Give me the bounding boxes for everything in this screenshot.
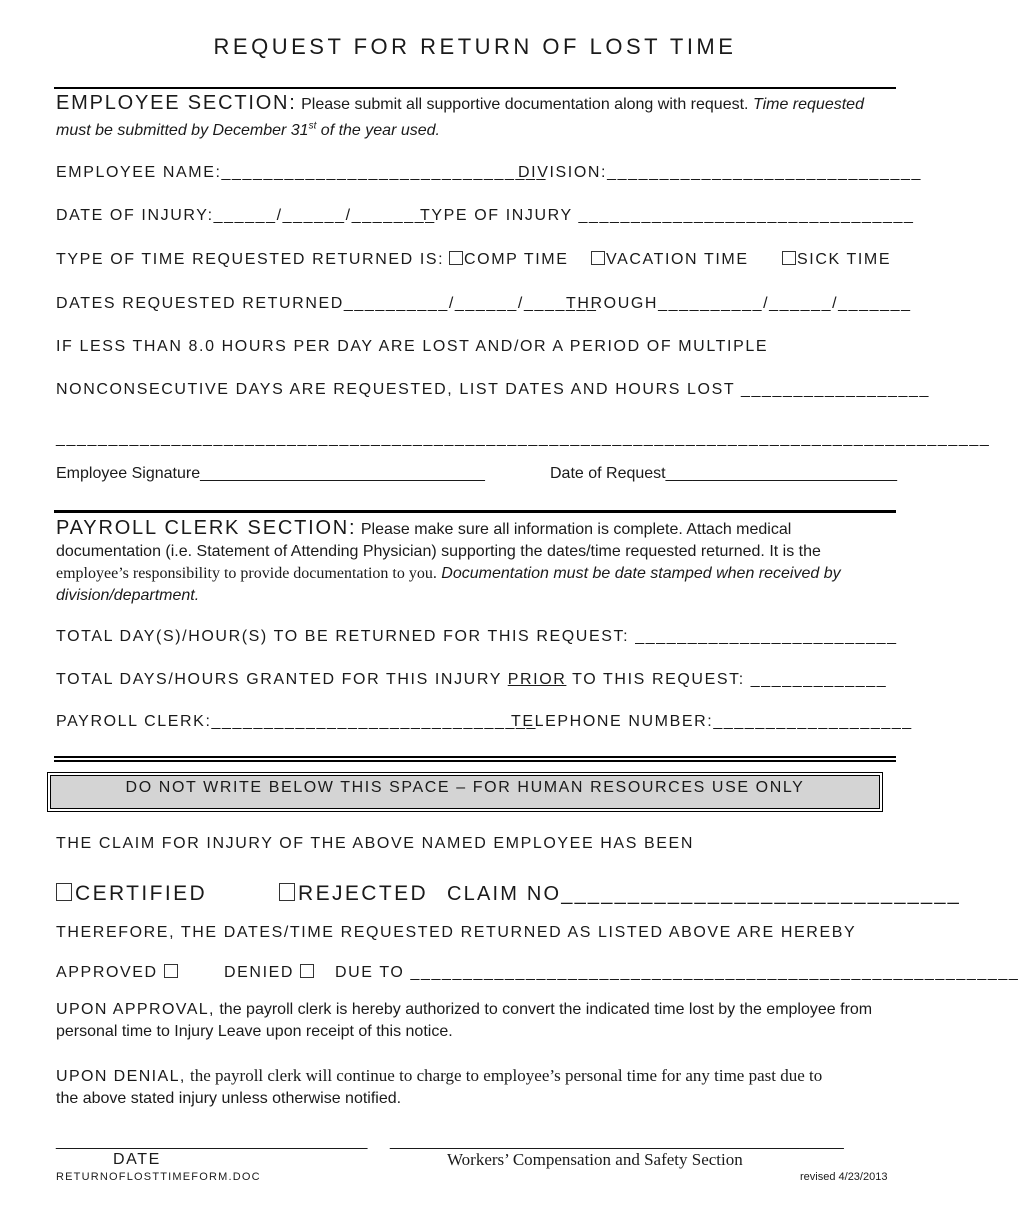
section-double-divider [54, 756, 896, 758]
vacation-time-label: VACATION TIME [606, 251, 749, 268]
wc-signature-line[interactable]: ___________________________________________________ [390, 1133, 844, 1150]
date-of-injury-field[interactable]: DATE OF INJURY:______/______/________ [56, 207, 436, 224]
rejected-option[interactable] [279, 882, 428, 906]
approved-option[interactable] [56, 964, 179, 982]
hr-use-only-banner [47, 772, 883, 812]
rejected-label: REJECTED [298, 882, 429, 905]
due-to-field[interactable]: DUE TO __________________________________________________________ [335, 964, 1019, 981]
prior-emphasis: PRIOR [507, 671, 567, 688]
time-type-label: TYPE OF TIME REQUESTED RETURNED IS: [56, 251, 445, 268]
therefore-text: THEREFORE, THE DATES/TIME REQUESTED RETURNED AS LISTED ABOVE ARE HEREBY [56, 924, 857, 941]
denial-text-2: the above stated injury unless otherwise notified. [56, 1090, 402, 1107]
multiple-days-text: IF LESS THAN 8.0 HOURS PER DAY ARE LOST AND/OR A PERIOD OF MULTIPLE [56, 338, 769, 355]
claim-number-field[interactable]: CLAIM NO______________________________ [447, 883, 961, 905]
type-of-injury-field[interactable]: TYPE OF INJURY ________________________________ [420, 207, 915, 224]
hr-date-signature-line[interactable]: ___________________________________ [56, 1133, 368, 1150]
total-granted-post: TO THIS REQUEST: _____________ [572, 671, 888, 688]
denial-lead: UPON DENIAL, [56, 1068, 186, 1085]
payroll-date-stamp-note: Documentation must be date stamped when received by division/department. [56, 565, 841, 604]
denied-option[interactable] [224, 964, 315, 982]
certified-label: CERTIFIED [75, 882, 208, 905]
payroll-instruction: Please make sure all information is complete. Attach medical documentation (i.e. Statement of Attending Physician) supporting the dates/time requested returned. It is the [56, 521, 821, 560]
deadline-post: of the year used. [316, 122, 440, 140]
dates-hours-lost-line[interactable]: _________________________________________________________________________________________ [56, 430, 991, 447]
dates-requested-field[interactable]: DATES REQUESTED RETURNED__________/______/_______ [56, 295, 598, 312]
payroll-section-intro [56, 517, 896, 607]
denied-checkbox[interactable] [300, 964, 314, 978]
employee-instruction: Please submit all supportive documentation along with request. [301, 96, 749, 113]
division-field[interactable]: DIVISION:______________________________ [518, 164, 923, 181]
approval-text: the payroll clerk is hereby authorized to convert the indicated time lost by the employee from personal time to Injury Leave upon receipt of this notice. [56, 1001, 873, 1040]
payroll-clerk-field[interactable]: PAYROLL CLERK:_______________________________ [56, 713, 537, 730]
employee-section-intro [56, 92, 896, 142]
approved-label: APPROVED [56, 964, 158, 981]
denial-text: the payroll clerk will continue to charge to employee’s personal time for any time past due to [185, 1066, 823, 1085]
wc-label: Workers’ Compensation and Safety Section [447, 1150, 743, 1169]
page-title: REQUEST FOR RETURN OF LOST TIME [213, 34, 737, 59]
deadline-sup: st [308, 121, 317, 132]
hr-banner-text: DO NOT WRITE BELOW THIS SPACE – FOR HUMAN RESOURCES USE ONLY [50, 775, 880, 809]
sick-time-label: SICK TIME [797, 251, 892, 268]
approved-checkbox[interactable] [164, 964, 178, 978]
section-double-divider [54, 760, 896, 762]
certified-checkbox[interactable] [56, 883, 72, 901]
total-returned-field[interactable]: TOTAL DAY(S)/HOUR(S) TO BE RETURNED FOR THIS REQUEST: _________________________ [56, 628, 898, 645]
denied-label: DENIED [224, 964, 295, 981]
approval-lead: UPON APPROVAL, [56, 1001, 215, 1018]
rejected-checkbox[interactable] [279, 883, 295, 901]
telephone-number-field[interactable]: TELEPHONE NUMBER:___________________ [511, 713, 913, 730]
upon-approval-paragraph [56, 999, 896, 1043]
deadline-pre: Time requested must be submitted by December 31 [56, 96, 864, 140]
claim-statement: THE CLAIM FOR INJURY OF THE ABOVE NAMED EMPLOYEE HAS BEEN [56, 835, 694, 852]
sick-time-checkbox[interactable] [782, 251, 796, 265]
total-granted-field[interactable] [56, 671, 887, 689]
employee-signature-field[interactable]: Employee Signature________________________________ [56, 465, 485, 482]
sick-time-option[interactable] [782, 251, 891, 269]
payroll-responsibility: employee’s responsibility to provide documentation to you. [56, 565, 437, 582]
employee-name-field[interactable]: EMPLOYEE NAME:_______________________________ [56, 164, 547, 181]
comp-time-checkbox[interactable] [449, 251, 463, 265]
comp-time-option[interactable] [449, 251, 569, 269]
vacation-time-option[interactable] [591, 251, 749, 269]
section-divider [54, 87, 896, 89]
date-label: DATE [113, 1151, 161, 1168]
comp-time-label: COMP TIME [464, 251, 569, 268]
certified-option[interactable] [56, 882, 207, 906]
date-of-request-field[interactable]: Date of Request__________________________ [550, 465, 897, 482]
payroll-section-heading: PAYROLL CLERK SECTION: [56, 517, 357, 539]
total-granted-pre: TOTAL DAYS/HOURS GRANTED FOR THIS INJURY [56, 671, 502, 688]
employee-section-heading: EMPLOYEE SECTION: [56, 92, 297, 114]
through-field[interactable]: THROUGH__________/______/_______ [566, 295, 912, 312]
revision-date: revised 4/23/2013 [800, 1171, 888, 1183]
upon-denial-paragraph [56, 1065, 896, 1110]
form-filename: RETURNOFLOSTTIMEFORM.DOC [56, 1171, 261, 1183]
vacation-time-checkbox[interactable] [591, 251, 605, 265]
dates-hours-lost-field[interactable]: NONCONSECUTIVE DAYS ARE REQUESTED, LIST DATES AND HOURS LOST __________________ [56, 381, 930, 398]
section-divider [54, 510, 896, 513]
